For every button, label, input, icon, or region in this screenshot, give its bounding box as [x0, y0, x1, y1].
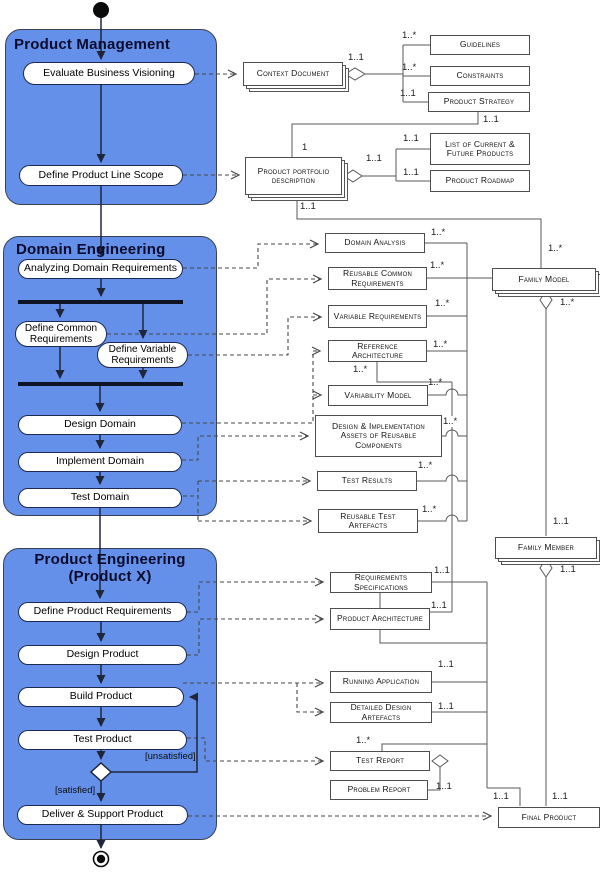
artifact-domain-analysis: Domain Analysis	[325, 233, 425, 253]
final-node-dot	[97, 855, 105, 863]
decision-diamond	[91, 763, 111, 781]
artifact-reference-architecture: Reference Architecture	[328, 340, 427, 362]
multiplicity-label: 1..1	[348, 52, 364, 63]
artifact-reusable-test-artefacts: Reusable Test Artefacts	[318, 509, 418, 533]
initial-node	[93, 2, 109, 18]
multiplicity-label: 1..1	[553, 516, 569, 527]
multiplicity-label: 1..*	[356, 735, 371, 746]
multiplicity-label: 1..1	[366, 153, 382, 164]
multiplicity-label: 1..*	[430, 260, 445, 271]
artifact-family-member: Family Member	[495, 537, 597, 559]
multiplicity-label: 1..1	[493, 791, 509, 802]
multiplicity-label: 1..*	[353, 364, 368, 375]
lane-title-product-x: (Product X)	[68, 568, 152, 585]
artifact-product-architecture: Product Architecture	[330, 608, 430, 630]
multiplicity-label: 1..1	[431, 600, 447, 611]
artifact-constraints: Constraints	[430, 66, 530, 86]
multiplicity-label: 1..1	[400, 88, 416, 99]
artifact-design-implementation-assets: Design & Implementation Assets of Reusable Components	[315, 415, 442, 457]
artifact-reusable-common-requirements: Reusable Common Requirements	[328, 267, 427, 290]
multiplicity-label: 1..*	[560, 297, 575, 308]
artifact-product-portfolio-description: Product portfolio description	[245, 157, 342, 195]
multiplicity-label: 1..*	[443, 416, 458, 427]
multiplicity-label: 1..*	[435, 298, 450, 309]
activity-define-variable-requirements: Define Variable Requirements	[97, 342, 188, 368]
artifact-detailed-design-artefacts: Detailed Design Artefacts	[330, 702, 432, 723]
aggregation-diamond-portfolio	[344, 170, 362, 182]
activity-design-domain: Design Domain	[18, 415, 182, 435]
activity-build-product: Build Product	[18, 687, 184, 707]
lane-title-product-engineering: Product Engineering	[34, 551, 186, 568]
lane-title-product-management: Product Management	[14, 36, 171, 53]
multiplicity-label: 1..*	[402, 62, 417, 73]
activity-define-product-requirements: Define Product Requirements	[18, 602, 187, 622]
artifact-test-report: Test Report	[330, 751, 430, 771]
multiplicity-label: 1..1	[438, 659, 454, 670]
artifact-guidelines: Guidelines	[430, 35, 530, 55]
multiplicity-label: 1..1	[552, 791, 568, 802]
artifact-list-current-future-products: List of Current & Future Products	[430, 133, 530, 165]
multiplicity-label: 1..*	[431, 227, 446, 238]
aggregation-diamond-test-report	[432, 755, 448, 767]
multiplicity-label: 1..1	[403, 167, 419, 178]
aggregation-diamond-family-model	[540, 291, 552, 309]
lane-title-domain-engineering: Domain Engineering	[16, 241, 166, 258]
fork-bar	[18, 300, 183, 304]
activity-evaluate-business-visioning: Evaluate Business Visioning	[23, 62, 195, 85]
multiplicity-label: 1..*	[402, 30, 417, 41]
join-bar	[18, 382, 183, 386]
multiplicity-label: 1..1	[483, 114, 499, 125]
artifact-variability-model: Variability Model	[328, 385, 428, 406]
artifact-family-model: Family Model	[492, 268, 596, 291]
artifact-variable-requirements: Variable Requirements	[328, 305, 427, 328]
activity-define-product-line-scope: Define Product Line Scope	[19, 165, 183, 186]
multiplicity-label: 1..1	[300, 201, 316, 212]
activity-implement-domain: Implement Domain	[18, 452, 182, 472]
artifact-product-strategy: Product Strategy	[428, 92, 530, 112]
multiplicity-label: 1..1	[434, 565, 450, 576]
guard-satisfied: [satisfied]	[55, 785, 96, 796]
activity-test-product: Test Product	[18, 730, 187, 750]
guard-unsatisfied: [unsatisfied]	[145, 751, 196, 762]
activity-deliver-support-product: Deliver & Support Product	[17, 805, 188, 825]
activity-test-domain: Test Domain	[18, 488, 182, 508]
multiplicity-label: 1..*	[428, 377, 443, 388]
aggregation-diamond-family-member	[540, 559, 552, 577]
activity-analyzing-domain-requirements: Analyzing Domain Requirements	[18, 259, 183, 279]
activity-define-common-requirements: Define Common Requirements	[15, 321, 107, 347]
multiplicity-label: 1..1	[403, 133, 419, 144]
activity-design-product: Design Product	[18, 645, 187, 665]
artifact-problem-report: Problem Report	[330, 780, 428, 800]
multiplicity-label: 1	[302, 142, 308, 153]
artifact-context-document: Context Document	[243, 62, 343, 86]
multiplicity-label: 1..*	[418, 460, 433, 471]
artifact-test-results: Test Results	[317, 471, 417, 491]
multiplicity-label: 1..1	[560, 564, 576, 575]
artifact-requirements-specifications: Requirements Specifications	[330, 572, 432, 593]
multiplicity-label: 1..1	[436, 781, 452, 792]
multiplicity-label: 1..*	[548, 243, 563, 254]
multiplicity-label: 1..1	[438, 701, 454, 712]
artifact-final-product: Final Product	[498, 807, 600, 828]
artifact-running-application: Running Application	[330, 671, 432, 693]
multiplicity-label: 1..*	[422, 504, 437, 515]
aggregation-diamond-context-document	[345, 68, 365, 80]
artifact-product-roadmap: Product Roadmap	[430, 170, 530, 192]
multiplicity-label: 1..*	[433, 339, 448, 350]
